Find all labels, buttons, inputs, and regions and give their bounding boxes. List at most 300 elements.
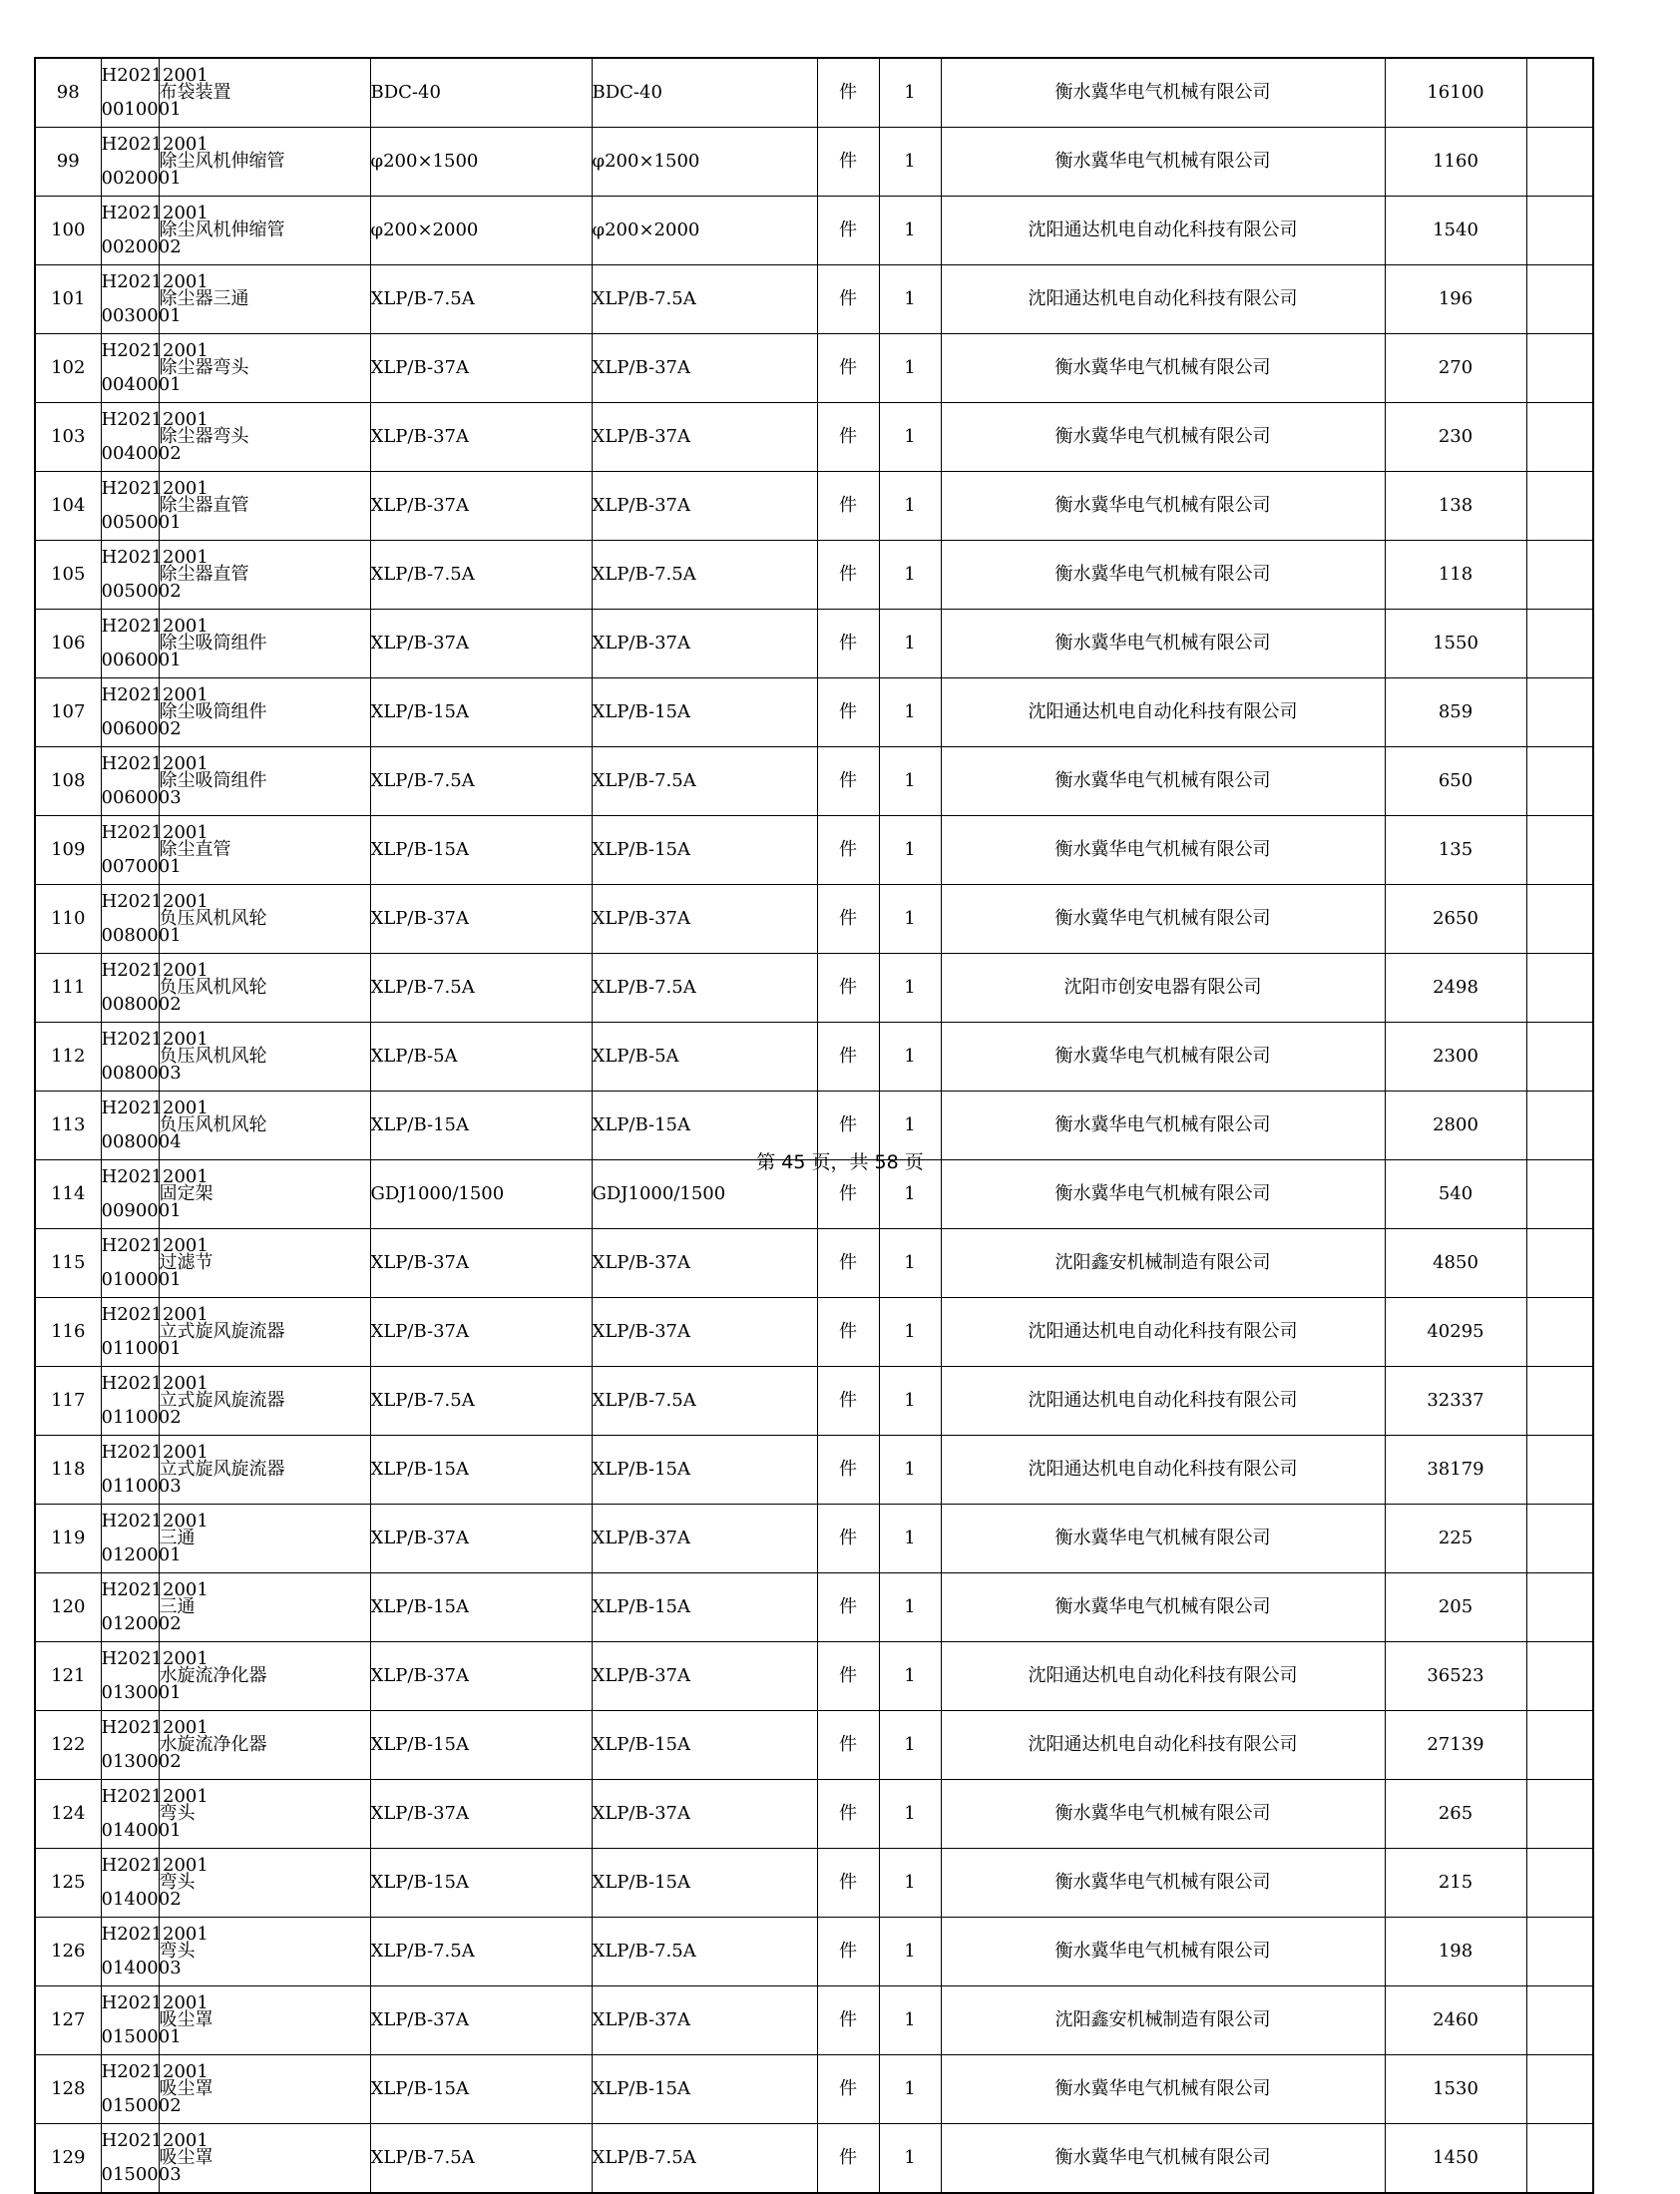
item-price: 36523 (1385, 1642, 1526, 1711)
row-number: 122 (35, 1711, 101, 1780)
table-row (35, 472, 1593, 541)
item-model: φ200×2000 (592, 197, 817, 265)
item-price: 135 (1385, 816, 1526, 885)
table-row (35, 334, 1593, 403)
item-code-line1: H20212001 (101, 409, 209, 430)
row-number: 118 (35, 1436, 101, 1505)
table-row (35, 1436, 1593, 1505)
item-supplier: 衡水冀华电气机械有限公司 (941, 334, 1385, 403)
item-spec: XLP/B-7.5A (370, 954, 592, 1023)
item-code (101, 610, 209, 678)
item-remark (1526, 2055, 1593, 2124)
item-code-line2: 0100001 (101, 1269, 182, 1290)
item-unit: 件 (817, 747, 879, 816)
item-code-line2: 0040001 (101, 374, 182, 395)
item-quantity: 1 (879, 265, 941, 334)
table-row (35, 1573, 1593, 1642)
item-remark (1526, 128, 1593, 197)
item-price: 230 (1385, 403, 1526, 472)
item-price: 138 (1385, 472, 1526, 541)
row-number: 116 (35, 1298, 101, 1367)
item-model: XLP/B-15A (592, 1436, 817, 1505)
item-name: 三通 (159, 1573, 370, 1642)
item-code (101, 885, 209, 954)
item-code-line1: H20212001 (101, 340, 209, 361)
item-quantity: 1 (879, 1505, 941, 1573)
item-code-line2: 0080004 (101, 1131, 182, 1152)
item-remark (1526, 816, 1593, 885)
item-price: 32337 (1385, 1367, 1526, 1436)
item-price: 198 (1385, 1918, 1526, 1986)
item-supplier: 衡水冀华电气机械有限公司 (941, 403, 1385, 472)
item-unit: 件 (817, 1436, 879, 1505)
item-code-line1: H20212001 (101, 1717, 209, 1738)
row-number: 115 (35, 1229, 101, 1298)
item-name: 吸尘罩 (159, 2124, 370, 2194)
item-code-line1: H20212001 (101, 1166, 209, 1187)
table-row (35, 1298, 1593, 1367)
item-quantity: 1 (879, 472, 941, 541)
item-price: 2498 (1385, 954, 1526, 1023)
item-unit: 件 (817, 954, 879, 1023)
item-spec: XLP/B-15A (370, 678, 592, 747)
item-name: 除尘风机伸缩管 (159, 128, 370, 197)
row-number: 120 (35, 1573, 101, 1642)
item-price: 1540 (1385, 197, 1526, 265)
item-price: 4850 (1385, 1229, 1526, 1298)
table-row (35, 2124, 1593, 2194)
item-name: 三通 (159, 1505, 370, 1573)
row-number: 113 (35, 1092, 101, 1160)
table-row (35, 1023, 1593, 1092)
item-remark (1526, 1229, 1593, 1298)
item-model: XLP/B-15A (592, 1573, 817, 1642)
item-code-line1: H20212001 (101, 2130, 209, 2151)
item-spec: XLP/B-37A (370, 885, 592, 954)
item-quantity: 1 (879, 58, 941, 128)
item-model: XLP/B-15A (592, 816, 817, 885)
item-price: 1530 (1385, 2055, 1526, 2124)
item-unit: 件 (817, 816, 879, 885)
item-supplier: 衡水冀华电气机械有限公司 (941, 816, 1385, 885)
item-code-line1: H20212001 (101, 1511, 209, 1532)
item-name: 过滤节 (159, 1229, 370, 1298)
item-unit: 件 (817, 541, 879, 610)
item-unit: 件 (817, 1711, 879, 1780)
item-code-line1: H20212001 (101, 1855, 209, 1876)
row-number: 125 (35, 1849, 101, 1918)
item-supplier: 衡水冀华电气机械有限公司 (941, 58, 1385, 128)
item-remark (1526, 747, 1593, 816)
item-code-line1: H20212001 (101, 134, 209, 155)
item-code-line1: H20212001 (101, 891, 209, 912)
item-price: 270 (1385, 334, 1526, 403)
item-model: XLP/B-7.5A (592, 954, 817, 1023)
item-spec: XLP/B-7.5A (370, 1918, 592, 1986)
item-spec: XLP/B-15A (370, 1092, 592, 1160)
row-number: 128 (35, 2055, 101, 2124)
item-spec: XLP/B-15A (370, 2055, 592, 2124)
item-supplier: 衡水冀华电气机械有限公司 (941, 747, 1385, 816)
item-code-line1: H20212001 (101, 1235, 209, 1256)
item-spec: XLP/B-15A (370, 1849, 592, 1918)
item-code (101, 1711, 209, 1780)
item-remark (1526, 265, 1593, 334)
item-remark (1526, 1780, 1593, 1849)
item-quantity: 1 (879, 541, 941, 610)
item-model: XLP/B-7.5A (592, 265, 817, 334)
row-number: 99 (35, 128, 101, 197)
item-model: XLP/B-7.5A (592, 747, 817, 816)
item-code-line2: 0110002 (101, 1407, 182, 1428)
item-spec: GDJ1000/1500 (370, 1160, 592, 1229)
item-spec: XLP/B-37A (370, 610, 592, 678)
item-name: 除尘吸筒组件 (159, 678, 370, 747)
item-code-line1: H20212001 (101, 684, 209, 705)
row-number: 119 (35, 1505, 101, 1573)
row-number: 121 (35, 1642, 101, 1711)
item-code-line1: H20212001 (101, 1786, 209, 1807)
item-remark (1526, 885, 1593, 954)
item-remark (1526, 197, 1593, 265)
item-spec: XLP/B-7.5A (370, 1367, 592, 1436)
item-remark (1526, 610, 1593, 678)
item-quantity: 1 (879, 1573, 941, 1642)
item-unit: 件 (817, 885, 879, 954)
item-supplier: 沈阳通达机电自动化科技有限公司 (941, 265, 1385, 334)
item-name: 立式旋风旋流器 (159, 1367, 370, 1436)
item-price: 650 (1385, 747, 1526, 816)
table-row (35, 1229, 1593, 1298)
item-unit: 件 (817, 334, 879, 403)
item-supplier: 衡水冀华电气机械有限公司 (941, 1160, 1385, 1229)
item-spec: XLP/B-7.5A (370, 265, 592, 334)
item-quantity: 1 (879, 610, 941, 678)
item-remark (1526, 1986, 1593, 2055)
row-number: 98 (35, 58, 101, 128)
item-code-line1: H20212001 (101, 478, 209, 499)
item-quantity: 1 (879, 1780, 941, 1849)
item-supplier: 沈阳鑫安机械制造有限公司 (941, 1986, 1385, 2055)
item-code (101, 1298, 209, 1367)
row-number: 108 (35, 747, 101, 816)
item-remark (1526, 1298, 1593, 1367)
item-spec: XLP/B-7.5A (370, 2124, 592, 2194)
item-name: 吸尘罩 (159, 1986, 370, 2055)
item-model: XLP/B-37A (592, 1986, 817, 2055)
item-price: 27139 (1385, 1711, 1526, 1780)
row-number: 106 (35, 610, 101, 678)
item-unit: 件 (817, 1160, 879, 1229)
item-code-line1: H20212001 (101, 2061, 209, 2082)
item-unit: 件 (817, 1849, 879, 1918)
item-quantity: 1 (879, 1711, 941, 1780)
item-quantity: 1 (879, 1229, 941, 1298)
item-code-line2: 0110001 (101, 1338, 182, 1359)
item-spec: BDC-40 (370, 58, 592, 128)
item-spec: XLP/B-37A (370, 1229, 592, 1298)
item-code (101, 747, 209, 816)
item-supplier: 衡水冀华电气机械有限公司 (941, 2124, 1385, 2194)
item-price: 215 (1385, 1849, 1526, 1918)
item-remark (1526, 472, 1593, 541)
table-row (35, 1642, 1593, 1711)
item-supplier: 沈阳通达机电自动化科技有限公司 (941, 1298, 1385, 1367)
item-unit: 件 (817, 2124, 879, 2194)
item-supplier: 衡水冀华电气机械有限公司 (941, 885, 1385, 954)
item-price: 540 (1385, 1160, 1526, 1229)
item-code (101, 1023, 209, 1092)
row-number: 103 (35, 403, 101, 472)
table-row (35, 1780, 1593, 1849)
item-code-line1: H20212001 (101, 1373, 209, 1394)
item-name: 除尘器三通 (159, 265, 370, 334)
item-supplier: 衡水冀华电气机械有限公司 (941, 1023, 1385, 1092)
row-number: 127 (35, 1986, 101, 2055)
item-quantity: 1 (879, 816, 941, 885)
item-code-line2: 0150001 (101, 2026, 182, 2047)
item-quantity: 1 (879, 334, 941, 403)
item-spec: φ200×1500 (370, 128, 592, 197)
item-spec: XLP/B-7.5A (370, 747, 592, 816)
row-number: 105 (35, 541, 101, 610)
item-code-line2: 0140002 (101, 1889, 182, 1910)
item-model: XLP/B-7.5A (592, 1918, 817, 1986)
row-number: 111 (35, 954, 101, 1023)
item-name: 除尘直管 (159, 816, 370, 885)
item-model: XLP/B-7.5A (592, 1367, 817, 1436)
item-unit: 件 (817, 1986, 879, 2055)
item-supplier: 沈阳通达机电自动化科技有限公司 (941, 678, 1385, 747)
item-model: XLP/B-37A (592, 610, 817, 678)
item-name: 立式旋风旋流器 (159, 1436, 370, 1505)
item-unit: 件 (817, 1229, 879, 1298)
item-model: XLP/B-7.5A (592, 541, 817, 610)
row-number: 102 (35, 334, 101, 403)
item-unit: 件 (817, 197, 879, 265)
item-name: 吸尘罩 (159, 2055, 370, 2124)
item-price: 205 (1385, 1573, 1526, 1642)
item-model: XLP/B-15A (592, 1092, 817, 1160)
item-unit: 件 (817, 403, 879, 472)
item-model: XLP/B-37A (592, 1229, 817, 1298)
item-unit: 件 (817, 1092, 879, 1160)
item-code (101, 1436, 209, 1505)
item-unit: 件 (817, 1918, 879, 1986)
table-row (35, 816, 1593, 885)
item-code-line1: H20212001 (101, 1097, 209, 1118)
item-remark (1526, 1642, 1593, 1711)
item-remark (1526, 403, 1593, 472)
table-row (35, 265, 1593, 334)
table-row (35, 1849, 1593, 1918)
item-unit: 件 (817, 1573, 879, 1642)
item-model: XLP/B-5A (592, 1023, 817, 1092)
table-row (35, 541, 1593, 610)
item-model: XLP/B-15A (592, 1711, 817, 1780)
item-supplier: 衡水冀华电气机械有限公司 (941, 610, 1385, 678)
item-code-line1: H20212001 (101, 1992, 209, 2013)
item-code-line2: 0060001 (101, 650, 182, 670)
item-quantity: 1 (879, 1298, 941, 1367)
item-code-line1: H20212001 (101, 203, 209, 223)
item-supplier: 沈阳市创安电器有限公司 (941, 954, 1385, 1023)
item-supplier: 沈阳通达机电自动化科技有限公司 (941, 1642, 1385, 1711)
row-number: 117 (35, 1367, 101, 1436)
table-row (35, 1986, 1593, 2055)
item-model: XLP/B-7.5A (592, 2124, 817, 2194)
item-name: 除尘器直管 (159, 541, 370, 610)
item-model: XLP/B-15A (592, 1849, 817, 1918)
item-unit: 件 (817, 1642, 879, 1711)
item-unit: 件 (817, 1505, 879, 1573)
table-row (35, 1711, 1593, 1780)
item-price: 196 (1385, 265, 1526, 334)
table-row (35, 1367, 1593, 1436)
item-price: 2650 (1385, 885, 1526, 954)
item-price: 16100 (1385, 58, 1526, 128)
item-code-line2: 0010001 (101, 99, 182, 120)
row-number: 100 (35, 197, 101, 265)
item-unit: 件 (817, 678, 879, 747)
item-price: 1550 (1385, 610, 1526, 678)
item-code-line1: H20212001 (101, 1579, 209, 1600)
item-quantity: 1 (879, 1092, 941, 1160)
item-model: XLP/B-37A (592, 472, 817, 541)
item-name: 除尘吸筒组件 (159, 610, 370, 678)
item-name: 除尘器弯头 (159, 334, 370, 403)
item-remark (1526, 678, 1593, 747)
item-name: 弯头 (159, 1780, 370, 1849)
item-quantity: 1 (879, 1642, 941, 1711)
item-code-line2: 0150002 (101, 2095, 182, 2116)
row-number: 107 (35, 678, 101, 747)
item-remark (1526, 1367, 1593, 1436)
item-name: 负压风机风轮 (159, 1092, 370, 1160)
item-price: 225 (1385, 1505, 1526, 1573)
item-code-line2: 0020001 (101, 168, 182, 189)
item-quantity: 1 (879, 197, 941, 265)
table-row (35, 58, 1593, 128)
item-unit: 件 (817, 265, 879, 334)
item-code-line2: 0030001 (101, 305, 182, 326)
item-code-line2: 0060002 (101, 718, 182, 739)
item-supplier: 衡水冀华电气机械有限公司 (941, 1505, 1385, 1573)
table-row (35, 1505, 1593, 1573)
item-supplier: 衡水冀华电气机械有限公司 (941, 1780, 1385, 1849)
item-supplier: 沈阳通达机电自动化科技有限公司 (941, 1711, 1385, 1780)
row-number: 124 (35, 1780, 101, 1849)
item-code-line1: H20212001 (101, 1648, 209, 1669)
item-spec: XLP/B-37A (370, 1986, 592, 2055)
item-code-line2: 0080001 (101, 925, 182, 946)
item-code-line2: 0040002 (101, 443, 182, 464)
item-quantity: 1 (879, 747, 941, 816)
table-body (35, 58, 1593, 2193)
item-code-line2: 0130002 (101, 1751, 182, 1772)
table-row (35, 954, 1593, 1023)
table-row (35, 678, 1593, 747)
item-code-line2: 0090001 (101, 1200, 182, 1221)
row-number: 112 (35, 1023, 101, 1092)
item-spec: XLP/B-15A (370, 1436, 592, 1505)
item-code (101, 954, 209, 1023)
item-spec: XLP/B-15A (370, 1573, 592, 1642)
item-code (101, 128, 209, 197)
item-name: 水旋流净化器 (159, 1711, 370, 1780)
item-code-line2: 0020002 (101, 236, 182, 257)
item-price: 2800 (1385, 1092, 1526, 1160)
item-remark (1526, 58, 1593, 128)
item-price: 859 (1385, 678, 1526, 747)
item-spec: XLP/B-15A (370, 1711, 592, 1780)
row-number: 104 (35, 472, 101, 541)
item-code-line2: 0070001 (101, 856, 182, 877)
item-quantity: 1 (879, 678, 941, 747)
item-name: 弯头 (159, 1918, 370, 1986)
item-code-line2: 0140003 (101, 1958, 182, 1978)
item-supplier: 沈阳鑫安机械制造有限公司 (941, 1229, 1385, 1298)
item-name: 负压风机风轮 (159, 954, 370, 1023)
table-row (35, 610, 1593, 678)
item-code-line1: H20212001 (101, 960, 209, 981)
item-supplier: 衡水冀华电气机械有限公司 (941, 1849, 1385, 1918)
item-name: 固定架 (159, 1160, 370, 1229)
item-price: 2460 (1385, 1986, 1526, 2055)
item-code-line1: H20212001 (101, 822, 209, 843)
item-code-line1: H20212001 (101, 65, 209, 86)
item-supplier: 衡水冀华电气机械有限公司 (941, 472, 1385, 541)
item-supplier: 衡水冀华电气机械有限公司 (941, 2055, 1385, 2124)
item-model: XLP/B-37A (592, 1642, 817, 1711)
item-remark (1526, 334, 1593, 403)
table-row (35, 403, 1593, 472)
item-remark (1526, 1849, 1593, 1918)
item-quantity: 1 (879, 1986, 941, 2055)
item-quantity: 1 (879, 1918, 941, 1986)
item-price: 38179 (1385, 1436, 1526, 1505)
item-name: 弯头 (159, 1849, 370, 1918)
item-spec: XLP/B-37A (370, 1505, 592, 1573)
item-unit: 件 (817, 1023, 879, 1092)
item-spec: XLP/B-37A (370, 1298, 592, 1367)
item-code-line1: H20212001 (101, 1029, 209, 1050)
row-number: 126 (35, 1918, 101, 1986)
item-remark (1526, 1711, 1593, 1780)
item-supplier: 沈阳通达机电自动化科技有限公司 (941, 1436, 1385, 1505)
item-remark (1526, 954, 1593, 1023)
item-price: 118 (1385, 541, 1526, 610)
item-spec: XLP/B-5A (370, 1023, 592, 1092)
item-name: 立式旋风旋流器 (159, 1298, 370, 1367)
item-remark (1526, 541, 1593, 610)
item-name: 负压风机风轮 (159, 885, 370, 954)
item-code (101, 678, 209, 747)
item-code-line1: H20212001 (101, 616, 209, 637)
item-remark (1526, 1023, 1593, 1092)
item-remark (1526, 2124, 1593, 2194)
item-code-line1: H20212001 (101, 547, 209, 568)
item-price: 1450 (1385, 2124, 1526, 2194)
item-unit: 件 (817, 1298, 879, 1367)
item-code-line1: H20212001 (101, 1924, 209, 1945)
item-quantity: 1 (879, 1849, 941, 1918)
item-unit: 件 (817, 2055, 879, 2124)
item-quantity: 1 (879, 403, 941, 472)
item-price: 265 (1385, 1780, 1526, 1849)
item-model: XLP/B-37A (592, 1298, 817, 1367)
item-code-line2: 0110003 (101, 1476, 182, 1497)
